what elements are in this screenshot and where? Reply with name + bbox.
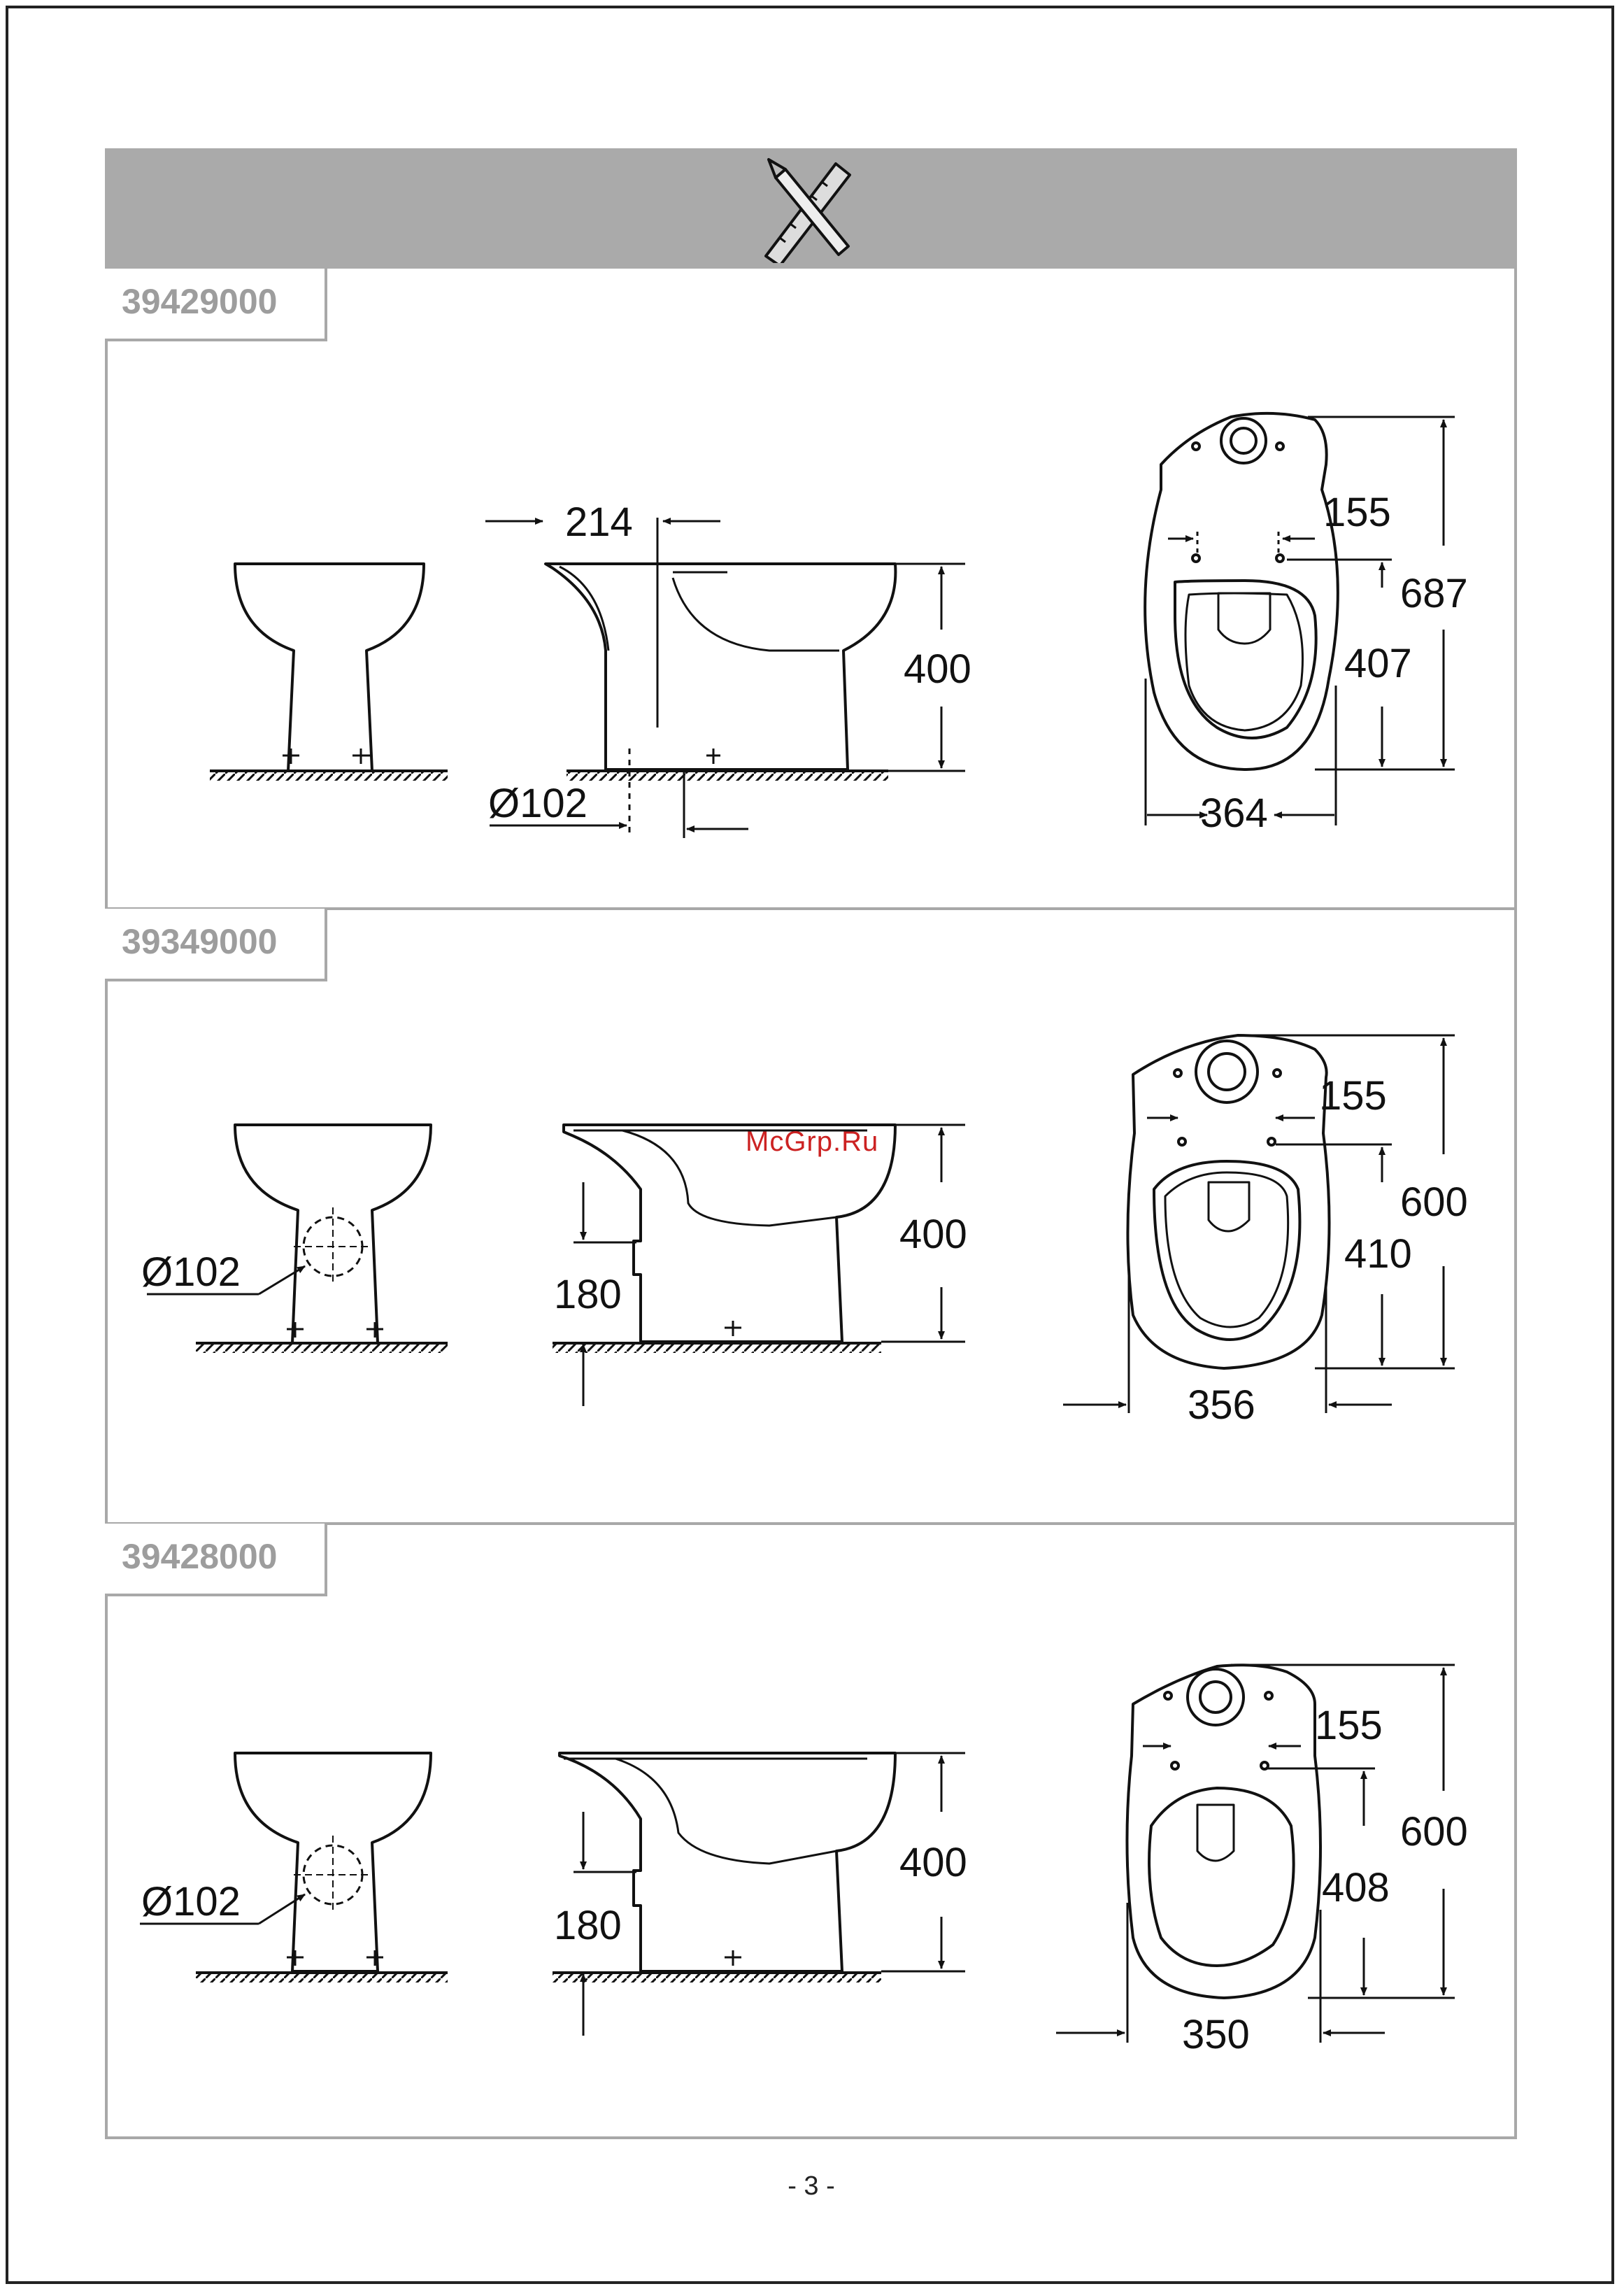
dim-length: 687: [1400, 571, 1468, 616]
side-view-2: [553, 1125, 895, 1353]
front-view-1: [210, 564, 448, 781]
dim-front-diameter: Ø102: [141, 1249, 241, 1295]
front-view-3: [140, 1753, 448, 1983]
dim-width: 364: [1200, 790, 1268, 836]
top-view-1: [1145, 413, 1338, 769]
dim-width: 356: [1188, 1382, 1255, 1428]
dim-hole-spacing: 155: [1319, 1073, 1387, 1119]
dim-width: 350: [1182, 2012, 1250, 2057]
dim-fix-distance: 408: [1322, 1865, 1390, 1910]
dimension-labels-3: [141, 1703, 1468, 2057]
top-view-2: [1127, 1035, 1329, 1368]
dim-front-diameter: Ø102: [141, 1879, 241, 1924]
dimension-lines-top-1: [1146, 417, 1455, 825]
front-view-2: [147, 1125, 448, 1353]
dimension-lines-top-2: [1063, 1035, 1455, 1413]
dimension-labels-1: [488, 490, 1468, 836]
dim-hole-spacing: 155: [1315, 1703, 1383, 1748]
dim-outlet-height: 180: [554, 1272, 622, 1317]
dim-height: 400: [904, 646, 971, 692]
watermark: McGrp.Ru: [746, 1126, 879, 1157]
side-view-1: [546, 518, 895, 838]
dim-length: 600: [1400, 1809, 1468, 1854]
dim-outlet-height: 180: [554, 1903, 622, 1948]
dim-height: 400: [899, 1840, 967, 1885]
dim-outlet-diameter: Ø102: [488, 781, 587, 826]
top-view-3: [1127, 1665, 1320, 1998]
page-number: - 3 -: [788, 2171, 835, 2201]
model-code: 39429000: [122, 282, 278, 321]
model-code: 39349000: [122, 922, 278, 961]
dim-fix-distance: 410: [1344, 1231, 1412, 1277]
dim-length: 600: [1400, 1179, 1468, 1225]
dim-height: 400: [899, 1212, 967, 1257]
dimension-lines-top-3: [1056, 1665, 1455, 2043]
dim-hole-spacing: 155: [1323, 490, 1391, 535]
dim-pan-width: 214: [565, 499, 633, 545]
model-code: 39428000: [122, 1537, 278, 1576]
dim-fix-distance: 407: [1344, 641, 1412, 686]
